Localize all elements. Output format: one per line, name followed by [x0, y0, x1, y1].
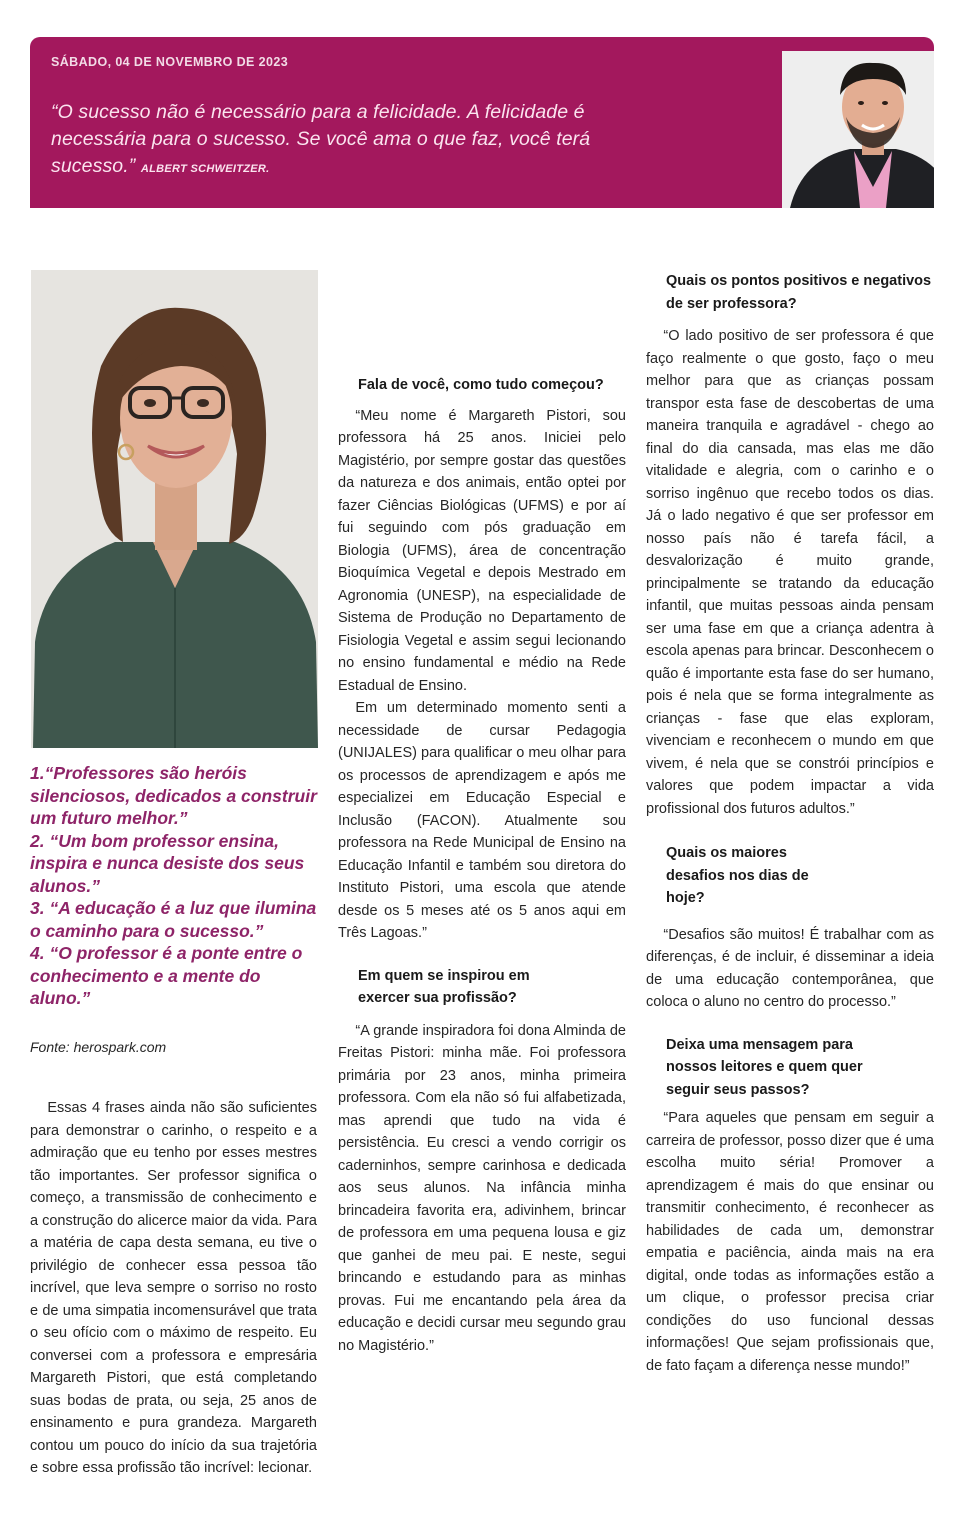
header-quote-text: “O sucesso não é necessário para a felicidade. A felicidade é necessária para o sucesso. Se você ama o que faz, você terá sucesso.”: [51, 101, 591, 177]
header-quote-author: ALBERT SCHWEITZER.: [140, 163, 270, 175]
quote-item: 4. “O professor é a ponte entre o conhecimento e a mente do aluno.”: [30, 943, 303, 1008]
quote-item: 2. “Um bom professor ensina, inspira e nunca desiste dos seus alunos.”: [30, 830, 305, 896]
article-intro-column: [30, 1097, 317, 1480]
answer-paragraph: Em um determinado momento senti a necessidade de cursar Pedagogia (UNIJALES) para qualificar o meu olhar para os processos de aprendizagem e após me especializei em Educação Especial e Inclusão (FACON). Atualmente sou professora na Rede Municipal de Ensino na Educação Infantil e também sou diretora do Instituto Pistori, uma escola que atende desde os 5 meses até os 5 anos aqui em Três Lagoas.”: [338, 700, 626, 941]
teacher-photo: [31, 270, 318, 748]
columnist-photo: [782, 51, 934, 208]
quote-item: 1.“Professores são heróis silenciosos, dedicados a construir um futuro melhor.”: [30, 763, 317, 828]
issue-date: SÁBADO, 04 DE NOVEMBRO DE 2023: [51, 55, 289, 69]
question-heading: Em quem se inspirou em exercer sua profissão?: [358, 967, 530, 1006]
answer-paragraph: “Meu nome é Margareth Pistori, sou professora há 25 anos. Iniciei pelo Magistério, por sempre gostar das questões da natureza e dos animais, então optei por fazer Ciências Biológicas (UFMS) e por aí fui seguindo com pós graduação em Biologia (UFMS), área de concentração Bioquímica Vegetal e depois Mestrado em Agronomia (UNESP), na especialidade de Sistema de Produção no Departamento de Fisiologia Vegetal e assim segui lecionando no ensino fundamental e médio na Rede Estadual de Ensino.: [338, 407, 626, 694]
answer-paragraph: “Para aqueles que pensam em seguir a carreira de professor, posso dizer que é uma escolha muito séria! Promover a aprendizagem é mais do que ensinar ou transmitir conhecimento, é reconhecer as habilidades de cada um, demonstrar empatia e paciência, ainda mais na era digital, onde todas as informações estão a um clique, o professor precisa criar condições do uso funcional dessas informações! Que sejam profissionais que, de fato façam a diferença nesse mundo!”: [646, 1110, 934, 1374]
article-intro: Essas 4 frases ainda não são suficientes para demonstrar o carinho, o respeito e a admiração que eu tenho por esses mestres tão importantes. Ser professor significa o começo, a transmissão de conhecimento e a construção do alicerce maior da vida. Para a matéria de capa desta semana, eu tive o privilégio de conhecer essa pessoa tão incrível, que leva sempre o sorriso no rosto e de uma simpatia incomensurável que trata o seu ofício com o máximo de respeito. Eu conversei com a professora e empresária Margareth Pistori, que está completando suas bodas de prata, ou seja, 25 anos de ensinamento e pura grandeza. Margareth contou um pouco do início da sua trajetória e sobre essa profissão tão incrível: lecionar.: [30, 1100, 317, 1476]
question-heading: Quais os maiores desafios nos dias de hoje?: [666, 845, 809, 906]
question-heading: Deixa uma mensagem para nossos leitores e quem quer seguir seus passos?: [666, 1036, 863, 1098]
header-quote: [51, 99, 661, 183]
article-column-2: [338, 270, 626, 1357]
question-heading: Quais os pontos positivos e negativos de ser professora?: [666, 273, 932, 312]
answer-paragraph: “Desafios são muitos! É trabalhar com as diferenças, é de incluir, é disseminar a ideia de uma educação contemporânea, que coloca o aluno no centro do processo.”: [646, 926, 934, 1010]
answer-paragraph: “A grande inspiradora foi dona Alminda de Freitas Pistori: minha mãe. Foi professora primária por 23 anos, minha primeira professora. Com ela não só fui alfabetizada, mas aprendi que tudo na vida é persistência. Eu cresci a vendo corrigir os caderninhos, sempre carinhosa e dedicada aos seus alunos. Na infância minha brincadeira favorita era, adivinhem, brincar de professora em uma pequena lousa e giz que ganhei de meu pai. E neste, segui brincando e estudando para as minhas provas. Fui me encantando pela área da educação e decidi cursar meu segundo grau no Magistério.”: [338, 1022, 626, 1354]
article-column-3: [646, 270, 934, 1377]
quotes-source: Fonte: herospark.com: [30, 1039, 167, 1055]
header-banner: [30, 37, 934, 208]
answer-paragraph: “O lado positivo de ser professora é que faço realmente o que gosto, faço o meu melhor para que as crianças possam transpor esta fase de descobertas de uma maneira tranquila e agradável - chego ao final do dia cansada, mas elas me dão vitalidade e alegria, com o carinho e o sorriso ingênuo que recebo todos os dias. Já o lado negativo é que ser professor em nosso país não é tarefa fácil, a desvalorização é muito grande, principalmente se tratando da educação infantil, que muitas pessoas ainda pensam ser uma fase em que a criança adentra à escola apenas para brincar. Desconhecem o quão é importante esta fase do ser humano, pois é nela que se forma integralmente as crianças - fase que elas exploram, vivenciam e reconhecem o mundo em que vivem, é nela que se constrói princípios e valores que podem impactar a vida profissional dos futuros adultos.”: [646, 328, 934, 817]
quotes-list: [30, 762, 322, 1010]
question-heading: Fala de você, como tudo começou?: [358, 377, 604, 393]
quote-item: 3. “A educação é a luz que ilumina o caminho para o sucesso.”: [30, 898, 317, 941]
